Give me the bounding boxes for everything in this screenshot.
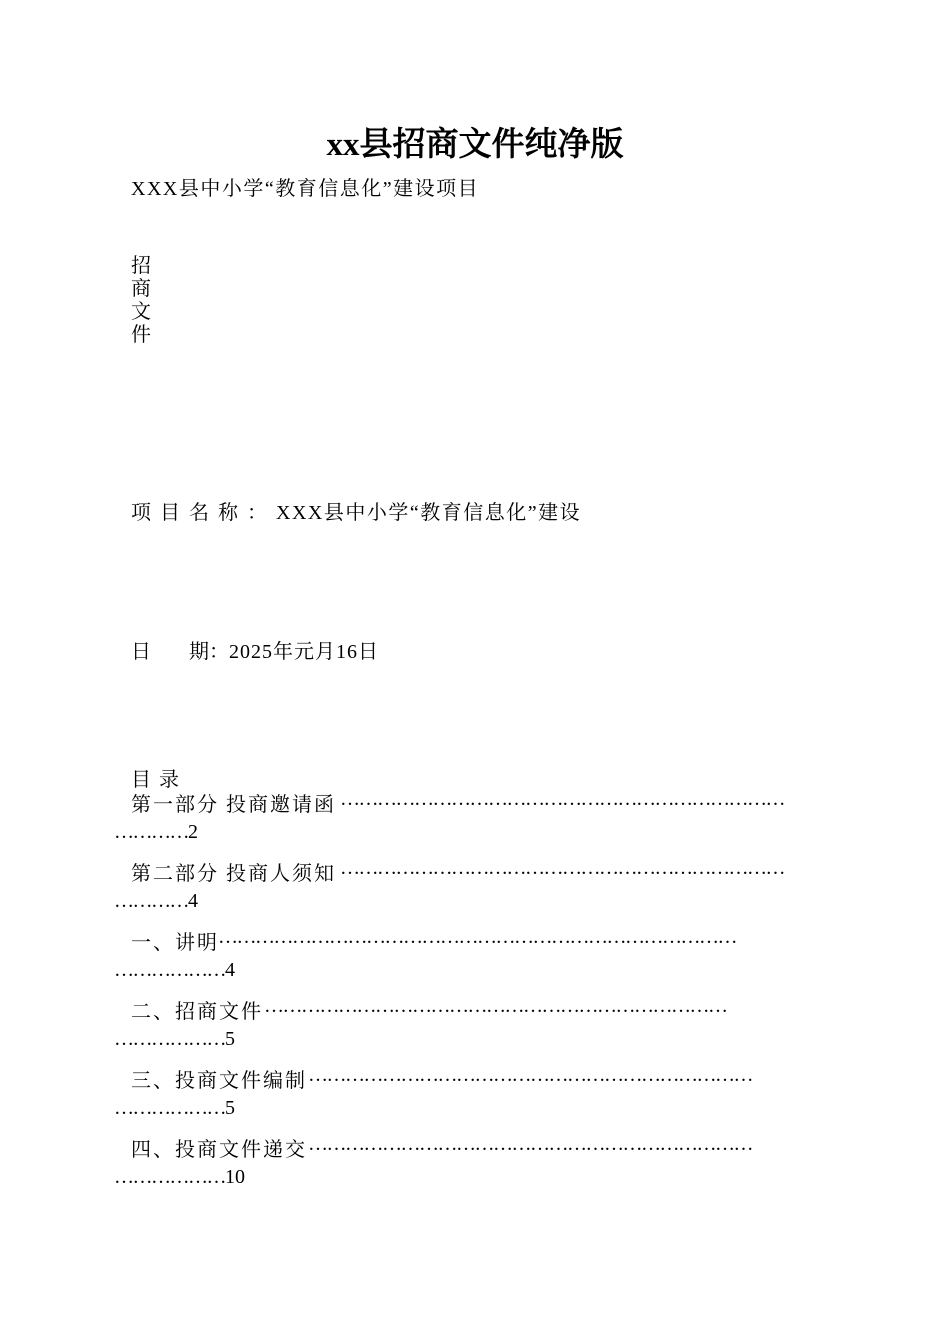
toc-entry[interactable] [0, 1064, 950, 1124]
toc-entry-page-line: …………4 [114, 890, 198, 912]
project-subtitle: XXX县中小学“教育信息化”建设项目 [131, 178, 480, 200]
project-name-line [131, 496, 581, 525]
toc-heading: 目录 [131, 769, 187, 791]
toc-leader-dots: ……………………………………………………………… [340, 857, 784, 879]
toc-leader-dots: ……………………………………………………………… [308, 1064, 752, 1086]
date-label-part1: 日 [131, 641, 151, 663]
vertical-document-label: 招商文件 [131, 255, 151, 346]
toc-entry-page-line: ………………4 [114, 959, 235, 981]
toc-leader-dots: ………………………………………………………………………… [218, 926, 736, 948]
toc-entry-label: 第一部分 投商邀请函 [131, 794, 336, 816]
project-name-label: 项目名称： [131, 502, 276, 524]
toc-leader-dots: ……………………………………………………………… [340, 788, 784, 810]
toc-leader-dots: ………………………………………………………………… [264, 995, 727, 1017]
toc-entry-label: 二、招商文件 [131, 1001, 263, 1023]
project-name-value: XXX县中小学“教育信息化”建设 [276, 502, 582, 524]
toc-entry-label: 一、讲明 [131, 932, 219, 954]
toc-entry-page: 4 [225, 959, 235, 981]
toc-entry-page-line: …………2 [114, 821, 198, 843]
toc-entry[interactable] [0, 857, 950, 917]
toc-entry-page: 2 [188, 821, 198, 843]
toc-entry-page-line: ………………10 [114, 1166, 245, 1188]
toc-entry-label: 第二部分 投商人须知 [131, 863, 336, 885]
toc-entry[interactable] [0, 1133, 950, 1193]
toc-entry[interactable] [0, 788, 950, 848]
toc-entry-page: 5 [225, 1097, 235, 1119]
toc-entry-page-line: ………………5 [114, 1097, 235, 1119]
toc-entry[interactable] [0, 926, 950, 986]
toc-entry-label: 三、投商文件编制 [131, 1070, 307, 1092]
toc-leader-dots: ……………………………………………………………… [308, 1133, 752, 1155]
date-label-part2: 期： [189, 641, 229, 663]
date-value: 2025年元月16日 [229, 641, 379, 663]
document-title: xx县招商文件纯净版 [326, 127, 624, 163]
toc-entry-label: 四、投商文件递交 [131, 1139, 307, 1161]
toc-entry-page: 5 [225, 1028, 235, 1050]
toc-entry-page-line: ………………5 [114, 1028, 235, 1050]
toc-entry-page: 4 [188, 890, 198, 912]
toc-entry[interactable] [0, 995, 950, 1055]
date-line [131, 635, 379, 664]
toc-entry-page: 10 [225, 1166, 245, 1188]
